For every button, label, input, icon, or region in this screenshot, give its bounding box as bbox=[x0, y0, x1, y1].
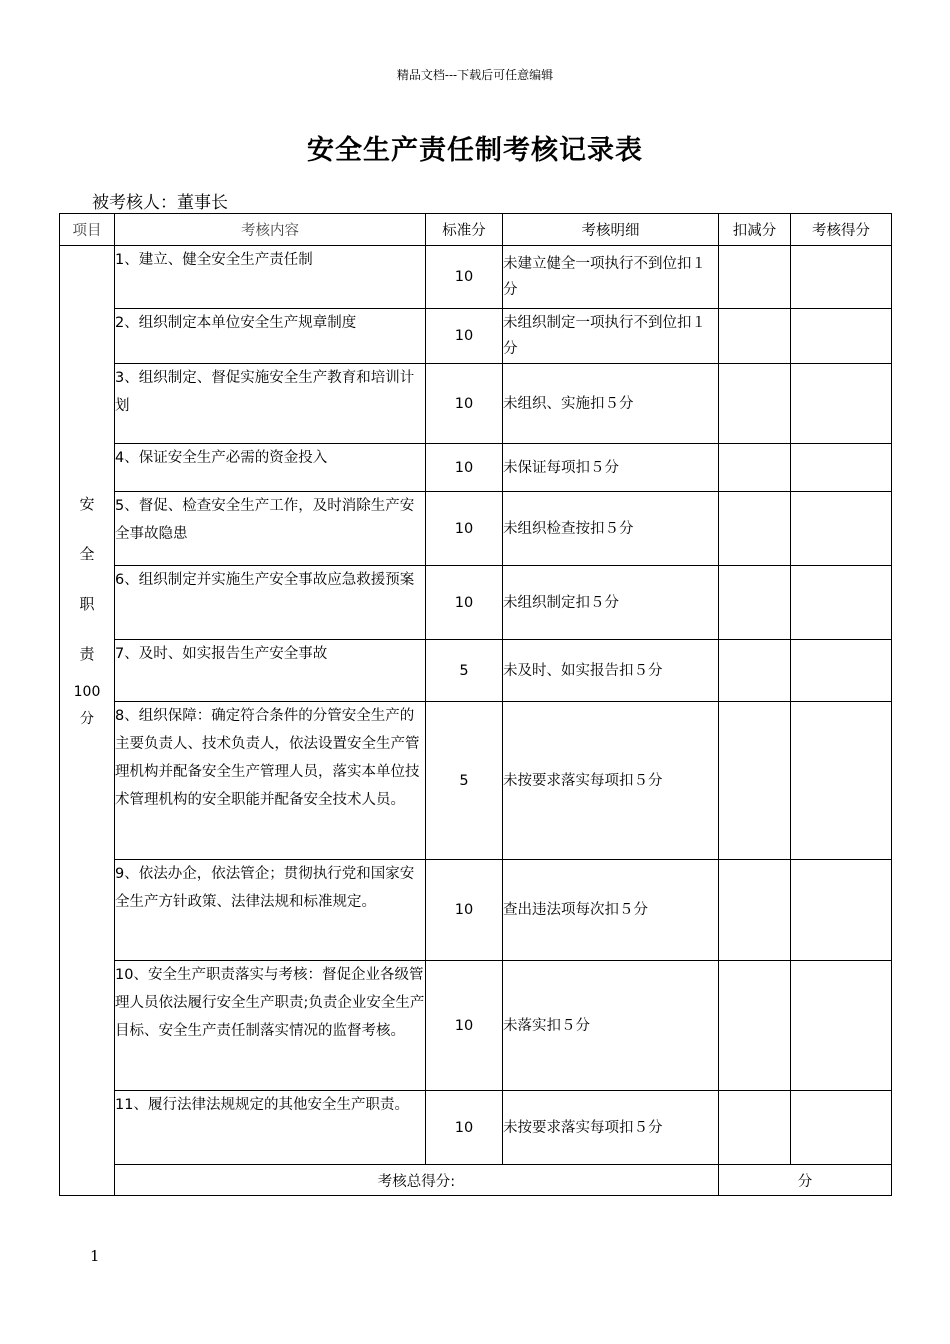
row-content: 2、组织制定本单位安全生产规章制度 bbox=[115, 309, 426, 364]
category-char: 全 bbox=[79, 544, 95, 563]
row-standard-score: 10 bbox=[426, 246, 503, 309]
column-header-detail: 考核明细 bbox=[503, 214, 719, 246]
row-detail: 未建立健全一项执行不到位扣１分 bbox=[503, 246, 719, 309]
category-char: 责 bbox=[79, 644, 95, 663]
row-standard-score: 10 bbox=[426, 444, 503, 492]
row-deduction-cell[interactable] bbox=[719, 309, 791, 364]
row-content: 4、保证安全生产必需的资金投入 bbox=[115, 444, 426, 492]
column-header-project: 项目 bbox=[60, 214, 115, 246]
row-score-cell[interactable] bbox=[791, 364, 892, 444]
row-deduction-cell[interactable] bbox=[719, 640, 791, 702]
total-score-label: 考核总得分: bbox=[115, 1165, 719, 1196]
row-deduction-cell[interactable] bbox=[719, 566, 791, 640]
row-detail: 未保证每项扣５分 bbox=[503, 444, 719, 492]
row-content: 6、组织制定并实施生产安全事故应急救援预案 bbox=[115, 566, 426, 640]
row-standard-score: 10 bbox=[426, 961, 503, 1091]
row-deduction-cell[interactable] bbox=[719, 246, 791, 309]
table-row bbox=[60, 566, 892, 640]
table-header-row bbox=[60, 214, 892, 246]
row-content: 11、履行法律法规规定的其他安全生产职责。 bbox=[115, 1091, 426, 1165]
row-deduction-cell[interactable] bbox=[719, 860, 791, 961]
row-score-cell[interactable] bbox=[791, 444, 892, 492]
row-score-cell[interactable] bbox=[791, 640, 892, 702]
page-title: 安全生产责任制考核记录表 bbox=[307, 135, 643, 166]
table-row bbox=[60, 309, 892, 364]
row-content: 5、督促、检查安全生产工作，及时消除生产安全事故隐患 bbox=[115, 492, 426, 566]
row-score-cell[interactable] bbox=[791, 702, 892, 860]
row-standard-score: 10 bbox=[426, 309, 503, 364]
assessee-label: 被考核人：董事长 bbox=[92, 193, 228, 213]
row-standard-score: 5 bbox=[426, 702, 503, 860]
row-detail: 未组织制定扣５分 bbox=[503, 566, 719, 640]
row-detail: 未组织、实施扣５分 bbox=[503, 364, 719, 444]
category-char: 安 bbox=[79, 494, 95, 513]
category-score-unit: 分 bbox=[80, 710, 94, 727]
row-deduction-cell[interactable] bbox=[719, 492, 791, 566]
row-deduction-cell[interactable] bbox=[719, 1091, 791, 1165]
assessment-table bbox=[59, 213, 892, 1196]
row-score-cell[interactable] bbox=[791, 961, 892, 1091]
row-deduction-cell[interactable] bbox=[719, 702, 791, 860]
row-score-cell[interactable] bbox=[791, 1091, 892, 1165]
row-score-cell[interactable] bbox=[791, 246, 892, 309]
category-score: 100 bbox=[73, 683, 101, 700]
page-number: 1 bbox=[90, 1247, 100, 1265]
table-row bbox=[60, 444, 892, 492]
row-score-cell[interactable] bbox=[791, 566, 892, 640]
table-row bbox=[60, 640, 892, 702]
row-score-cell[interactable] bbox=[791, 860, 892, 961]
row-detail: 未组织检查按扣５分 bbox=[503, 492, 719, 566]
column-header-content: 考核内容 bbox=[115, 214, 426, 246]
total-score-unit[interactable]: 分 bbox=[719, 1165, 892, 1196]
table-row bbox=[60, 702, 892, 860]
row-standard-score: 5 bbox=[426, 640, 503, 702]
row-standard-score: 10 bbox=[426, 860, 503, 961]
table-row bbox=[60, 364, 892, 444]
table-row bbox=[60, 860, 892, 961]
column-header-deduction: 扣减分 bbox=[719, 214, 791, 246]
row-content: 7、及时、如实报告生产安全事故 bbox=[115, 640, 426, 702]
category-char: 职 bbox=[79, 594, 95, 613]
row-detail: 未按要求落实每项扣５分 bbox=[503, 702, 719, 860]
row-detail: 未及时、如实报告扣５分 bbox=[503, 640, 719, 702]
column-header-score: 考核得分 bbox=[791, 214, 892, 246]
total-row bbox=[60, 1165, 892, 1196]
row-detail: 查出违法项每次扣５分 bbox=[503, 860, 719, 961]
row-content: 3、组织制定、督促实施安全生产教育和培训计划 bbox=[115, 364, 426, 444]
row-content: 1、建立、健全安全生产责任制 bbox=[115, 246, 426, 309]
row-detail: 未按要求落实每项扣５分 bbox=[503, 1091, 719, 1165]
row-standard-score: 10 bbox=[426, 566, 503, 640]
table-row bbox=[60, 961, 892, 1091]
row-deduction-cell[interactable] bbox=[719, 444, 791, 492]
table-row bbox=[60, 492, 892, 566]
row-deduction-cell[interactable] bbox=[719, 364, 791, 444]
row-content: 8、组织保障：确定符合条件的分管安全生产的主要负责人、技术负责人，依法设置安全生产管理机构并配备安全生产管理人员，落实本单位技术管理机构的安全职能并配备安全技术人员。 bbox=[115, 702, 426, 860]
row-content: 9、依法办企，依法管企；贯彻执行党和国家安全生产方针政策、法律法规和标准规定。 bbox=[115, 860, 426, 961]
column-header-standard: 标准分 bbox=[426, 214, 503, 246]
row-detail: 未落实扣５分 bbox=[503, 961, 719, 1091]
row-score-cell[interactable] bbox=[791, 492, 892, 566]
category-cell bbox=[60, 246, 115, 1196]
header-note: 精品文档---下载后可任意编辑 bbox=[396, 68, 554, 82]
row-standard-score: 10 bbox=[426, 1091, 503, 1165]
row-content: 10、安全生产职责落实与考核：督促企业各级管理人员依法履行安全生产职责;负责企业安全生产目标、安全生产责任制落实情况的监督考核。 bbox=[115, 961, 426, 1091]
row-deduction-cell[interactable] bbox=[719, 961, 791, 1091]
table-row bbox=[60, 1091, 892, 1165]
row-standard-score: 10 bbox=[426, 364, 503, 444]
row-standard-score: 10 bbox=[426, 492, 503, 566]
table-row bbox=[60, 246, 892, 309]
row-score-cell[interactable] bbox=[791, 309, 892, 364]
row-detail: 未组织制定一项执行不到位扣１分 bbox=[503, 309, 719, 364]
